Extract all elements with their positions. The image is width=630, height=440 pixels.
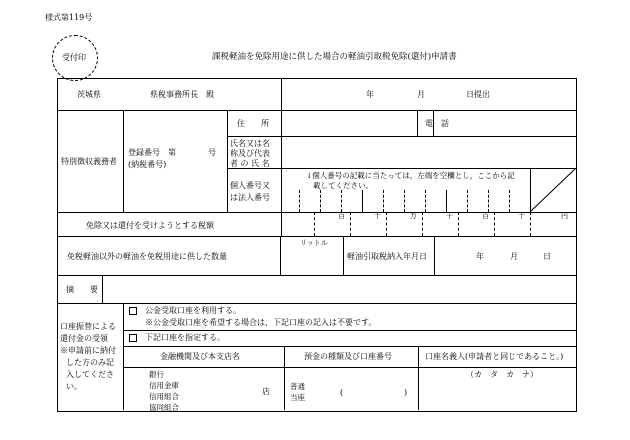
payment-day: 日 [543,252,551,261]
bank-type-bank: 銀行 [149,370,164,379]
form-number: 様式第119号 [45,13,93,22]
account-side-5: 入してくださ [66,370,114,379]
unit-yen: 円 [561,212,568,220]
name-label-3: 者 の 氏 名 [230,159,270,168]
option-designated-account: 下記口座を指定する。 [145,333,225,342]
idnum-label-2: は法人番号 [230,193,270,202]
account-side-1: 口座振替による [60,322,116,331]
year-label: 年 [366,90,374,99]
unit-sen: 千 [446,212,453,220]
remarks-label: 摘 要 [66,285,98,294]
liter-unit: リットル [300,239,328,247]
bank-type-cooperative: 協同組合 [149,403,179,412]
phone-label: 電 話 [425,119,449,128]
kana-note: （カ タ カ ナ） [466,370,538,379]
payment-year: 年 [476,252,484,261]
idnum-label-1: 個人番号又 [230,181,270,190]
address-label: 住 所 [237,119,269,128]
holder-column-header: 口座名義人(申請者と同じであること。) [425,352,564,361]
unit-hyaku-1: 百 [338,212,345,220]
account-side-3: ※申請前に納付 [60,346,116,355]
unit-man: 万 [410,212,417,220]
quantity-label: 免税軽油以外の軽油を免税用途に供した数量 [67,252,227,261]
idnum-note-2: 載してください。 [313,181,373,190]
option-public-account: 公金受取口座を利用する。 [145,306,241,315]
account-side-2: 還付金の受領 [60,334,108,343]
name-label-2: 称及び代表 [230,149,270,158]
branch-label: 店 [262,387,270,396]
unit-hyaku-2: 百 [482,212,489,220]
name-label-1: 氏名又は名 [230,139,270,148]
designated-account-checkbox[interactable] [129,334,137,342]
idnum-note-1: ↓個人番号の記載に当たっては，左端を空欄とし，ここから記 [306,171,515,180]
office-addressee: 県税事務所長 殿 [150,90,214,99]
account-paren-open: ( [340,388,344,397]
option-public-account-note: ※公金受取口座を希望する場合は，下記口座の記入は不要です。 [145,318,377,327]
tax-number-label: (納税番号) [128,160,167,169]
account-side-4: した方のみ記 [66,358,114,367]
month-label: 月 [417,90,425,99]
form-title: 課税軽油を免除用途に供した場合の軽油引取税免除(還付)申請書 [212,52,457,62]
deposit-ordinary: 普通 [290,382,305,391]
bank-type-shinkin: 信用金庫 [149,381,179,390]
registration-number: 登録番号 第 号 [128,148,216,157]
bank-type-credit-union: 信用組合 [149,392,179,401]
unit-juu-2: 十 [518,212,525,220]
payment-date-label: 軽油引取税納入年月日 [347,252,427,261]
deposit-column-header: 預金の種類及び口座番号 [304,352,392,361]
stamp-label: 受付印 [62,53,86,62]
applicant-role: 特別徴収義務者 [61,157,117,166]
account-paren-close: ) [404,388,408,397]
bank-column-header: 金融機関及び本支店名 [160,352,240,361]
prefecture: 茨城県 [77,90,101,99]
payment-month: 月 [510,252,518,261]
account-side-6: い。 [66,382,82,391]
deposit-current: 当座 [290,393,305,402]
public-account-checkbox[interactable] [129,307,137,315]
tax-amount-label: 免除又は還付を受けようとする税額 [86,221,214,230]
unit-juu-1: 十 [374,212,381,220]
submission-day-label: 日提出 [466,90,490,99]
diagonal-slash [530,168,576,212]
